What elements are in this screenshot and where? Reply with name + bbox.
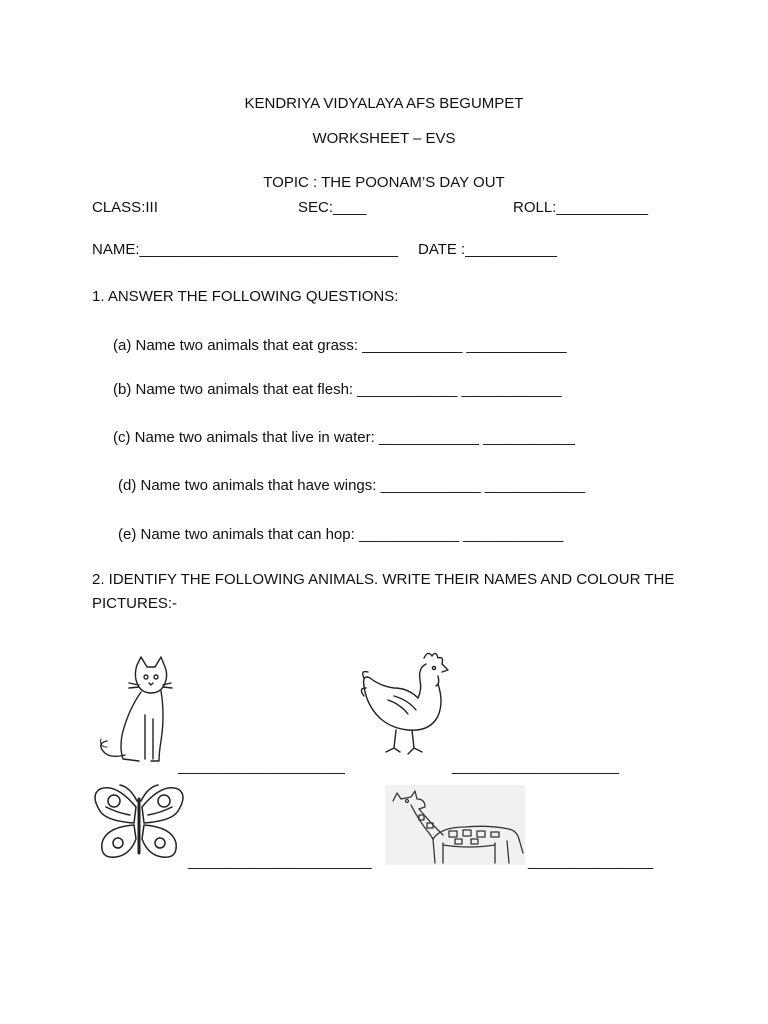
cat-picture <box>95 655 175 767</box>
cat-answer-blank: ____________________ <box>178 758 345 775</box>
question-d: (d) Name two animals that have wings: ____________ ____________ <box>118 477 585 494</box>
school-title: KENDRIYA VIDYALAYA AFS BEGUMPET <box>244 95 524 112</box>
question-b: (b) Name two animals that eat flesh: ____________ ____________ <box>113 381 562 398</box>
section-field: SEC:____ <box>298 199 367 216</box>
butterfly-picture <box>92 783 186 863</box>
hen-picture <box>358 648 450 760</box>
section2-heading-line1: 2. IDENTIFY THE FOLLOWING ANIMALS. WRITE THEIR NAMES AND COLOUR THE <box>92 571 675 588</box>
hen-answer-blank: ____________________ <box>452 758 619 775</box>
giraffe-picture <box>385 785 525 865</box>
topic-title: TOPIC : THE POONAM’S DAY OUT <box>263 174 505 191</box>
date-field: DATE :___________ <box>418 241 557 258</box>
question-a: (a) Name two animals that eat grass: ____________ ____________ <box>113 337 567 354</box>
giraffe-answer-blank: _______________ <box>528 853 654 870</box>
question-e: (e) Name two animals that can hop: ____________ ____________ <box>118 526 564 543</box>
section1-heading: 1. ANSWER THE FOLLOWING QUESTIONS: <box>92 288 399 305</box>
butterfly-answer-blank: ______________________ <box>188 853 372 870</box>
section2-heading-line2: PICTURES:- <box>92 595 178 612</box>
class-field: CLASS:III <box>92 199 158 216</box>
question-c: (c) Name two animals that live in water: ____________ ___________ <box>113 429 575 446</box>
roll-field: ROLL:___________ <box>513 199 649 216</box>
worksheet-title: WORKSHEET – EVS <box>312 130 456 147</box>
name-field: NAME:_______________________________ <box>92 241 399 258</box>
